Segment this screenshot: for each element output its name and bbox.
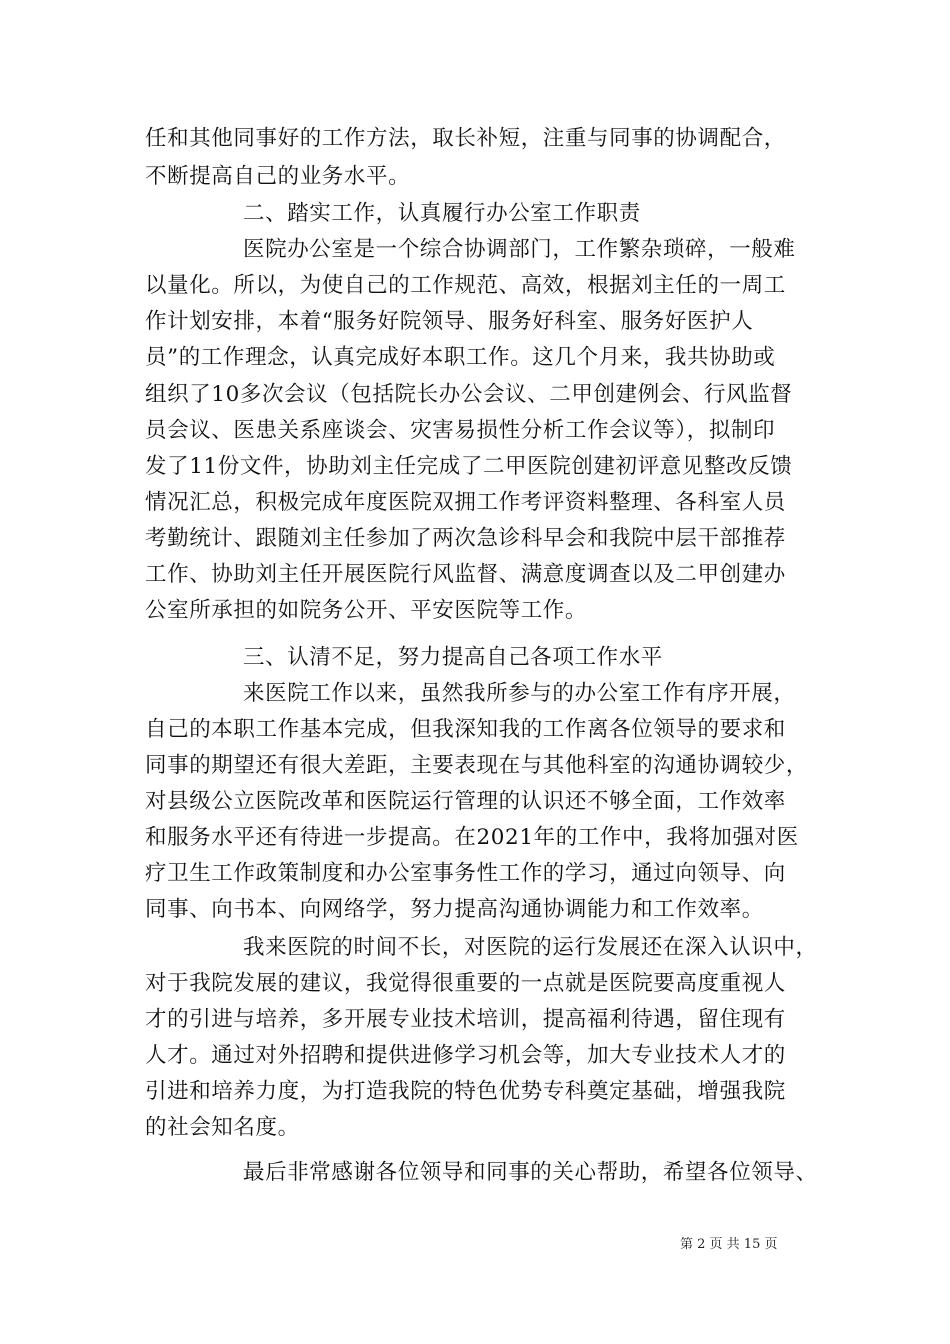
text-line: 组织了10多次会议（包括院长办公会议、二甲创建例会、行风监督 bbox=[145, 382, 793, 407]
text-line: 对于我院发展的建议，我觉得很重要的一点就是医院要高度重视人 bbox=[145, 971, 786, 996]
text-line: 同事的期望还有很大差距，主要表现在与其他科室的沟通协调较少， bbox=[145, 753, 809, 778]
text-line: 的社会知名度。 bbox=[145, 1115, 300, 1140]
text-line: 自己的本职工作基本完成，但我深知我的工作离各位领导的要求和 bbox=[145, 717, 786, 742]
section-heading: 二、踏实工作，认真履行办公室工作职责 bbox=[243, 201, 641, 226]
text-line: 公室所承担的如院务公开、平安医院等工作。 bbox=[145, 598, 588, 623]
text-line: 来医院工作以来，虽然我所参与的办公室工作有序开展， bbox=[243, 681, 796, 706]
section-heading: 三、认清不足，努力提高自己各项工作水平 bbox=[243, 645, 663, 670]
text-line: 情况汇总，积极完成年度医院双拥工作考评资料整理、各科室人员 bbox=[145, 490, 786, 515]
text-line: 和服务水平还有待进一步提高。在2021年的工作中，我将加强对医 bbox=[145, 825, 799, 850]
text-line: 作计划安排，本着“服务好院领导、服务好科室、服务好医护人 bbox=[145, 309, 754, 334]
text-line: 员”的工作理念，认真完成好本职工作。这几个月来，我共协助或 bbox=[145, 345, 776, 370]
text-line: 任和其他同事好的工作方法，取长补短，注重与同事的协调配合， bbox=[145, 126, 786, 151]
text-line: 工作、协助刘主任开展医院行风监督、满意度调查以及二甲创建办 bbox=[145, 562, 786, 587]
text-line: 不断提高自己的业务水平。 bbox=[145, 164, 411, 189]
text-line: 引进和培养力度，为打造我院的特色优势专科奠定基础，增强我院 bbox=[145, 1079, 786, 1104]
text-line: 对县级公立医院改革和医院运行管理的认识还不够全面，工作效率 bbox=[145, 789, 786, 814]
text-line: 医院办公室是一个综合协调部门，工作繁杂琐碎，一般难 bbox=[243, 237, 796, 262]
text-line: 以量化。所以，为使自己的工作规范、高效，根据刘主任的一周工 bbox=[145, 273, 786, 298]
text-line: 人才。通过对外招聘和提供进修学习机会等，加大专业技术人才的 bbox=[145, 1043, 786, 1068]
text-line: 最后非常感谢各位领导和同事的关心帮助，希望各位领导、 bbox=[243, 1160, 818, 1185]
text-line: 同事、向书本、向网络学，努力提高沟通协调能力和工作效率。 bbox=[145, 897, 764, 922]
page-number-footer: 第 2 页 共 15 页 bbox=[680, 1237, 778, 1252]
text-line: 我来医院的时间不长，对医院的运行发展还在深入认识中， bbox=[243, 935, 818, 960]
text-line: 才的引进与培养，多开展专业技术培训，提高福利待遇，留住现有 bbox=[145, 1007, 786, 1032]
text-line: 员会议、医患关系座谈会、灾害易损性分析工作会议等），拟制印 bbox=[145, 418, 776, 443]
text-line: 考勤统计、跟随刘主任参加了两次急诊科早会和我院中层干部推荐 bbox=[145, 526, 786, 551]
text-line: 发了11份文件，协助刘主任完成了二甲医院创建初评意见整改反馈 bbox=[145, 454, 793, 479]
text-line: 疗卫生工作政策制度和办公室事务性工作的学习，通过向领导、向 bbox=[145, 861, 786, 886]
